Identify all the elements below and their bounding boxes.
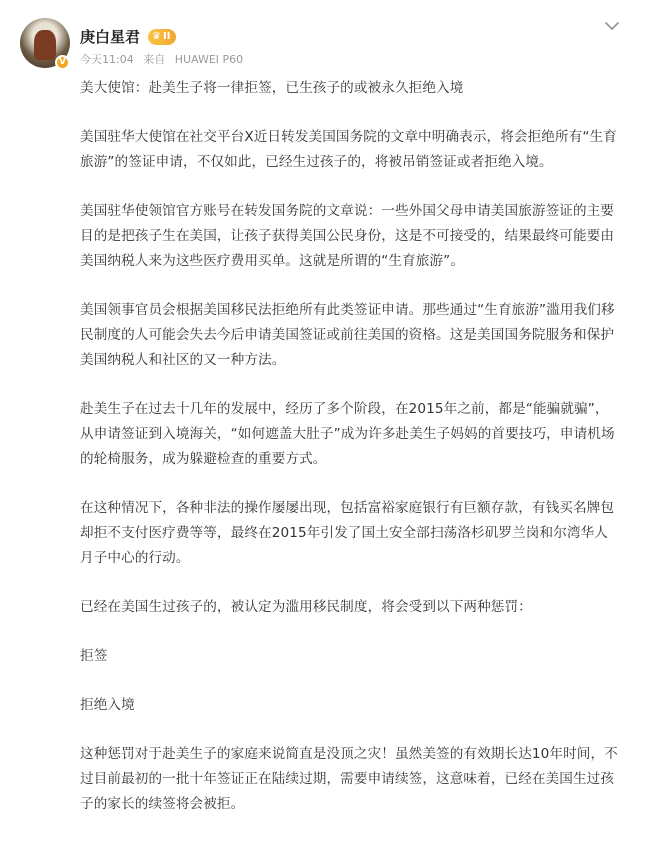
chevron-down-icon[interactable] bbox=[602, 16, 622, 36]
post-paragraph: 赴美生子在过去十几年的发展中，经历了多个阶段，在2015年之前，都是“能骗就骗”，从申请签证到入境海关，“如何遮盖大肚子”成为许多赴美生子妈妈的首要技巧，申请机场的轮椅服务，成为躲避检查的重要方式。 bbox=[80, 401, 615, 467]
device-name: HUAWEI P60 bbox=[174, 53, 244, 66]
username[interactable]: 庚白星君 bbox=[80, 28, 141, 46]
post-paragraph: 美国驻华使领馆官方账号在转发国务院的文章说：一些外国父母申请美国旅游签证的主要目的是把孩子生在美国，让孩子获得美国公民身份，这是不可接受的，结果最终可能要由美国纳税人来为这些医疗费用买单。这就是所谓的“生育旅游”。 bbox=[80, 203, 615, 269]
level-badge[interactable] bbox=[148, 29, 176, 45]
verified-badge: V bbox=[55, 55, 70, 70]
post-paragraph: 美国领事官员会根据美国移民法拒绝所有此类签证申请。那些通过“生育旅游”滥用我们移民制度的人可能会失去今后申请美国签证或前往美国的资格。这是美国国务院服务和保护美国纳税人和社区的又一种方法。 bbox=[80, 302, 615, 368]
crown-icon: ♛ bbox=[152, 30, 161, 42]
post-paragraph: 拒签 bbox=[80, 648, 108, 664]
avatar-figure bbox=[34, 30, 56, 60]
source-prefix: 来自 bbox=[143, 53, 166, 66]
post-paragraph: 这种惩罚对于赴美生子的家庭来说简直是没顶之灾！虽然美签的有效期长达10年时间，不过目前最初的一批十年签证正在陆续过期，需要申请续签，这意味着，已经在美国生过孩子的家长的续签将会被拒。 bbox=[80, 746, 618, 812]
post-paragraph: 美国驻华大使馆在社交平台X近日转发美国国务院的文章中明确表示，将会拒绝所有“生育旅游”的签证申请，不仅如此，已经生过孩子的，将被吊销签证或者拒绝入境。 bbox=[80, 129, 617, 170]
name-row bbox=[80, 26, 610, 47]
post-header bbox=[80, 26, 610, 67]
post-content bbox=[80, 76, 620, 841]
post-paragraph: 拒绝入境 bbox=[80, 697, 135, 713]
post-time: 今天11:04 bbox=[80, 53, 134, 66]
level-text: II bbox=[162, 31, 171, 42]
post-headline: 美大使馆：赴美生子将一律拒签，已生孩子的或被永久拒绝入境 bbox=[80, 80, 464, 96]
post-paragraph: 在这种情况下，各种非法的操作屡屡出现，包括富裕家庭银行有巨额存款，有钱买名牌包却拒不支付医疗费等等，最终在2015年引发了国土安全部扫荡洛杉矶罗兰岗和尔湾华人月子中心的行动。 bbox=[80, 500, 615, 566]
post-paragraph: 已经在美国生过孩子的，被认定为滥用移民制度，将会受到以下两种惩罚： bbox=[80, 599, 532, 615]
post-meta bbox=[80, 51, 610, 67]
